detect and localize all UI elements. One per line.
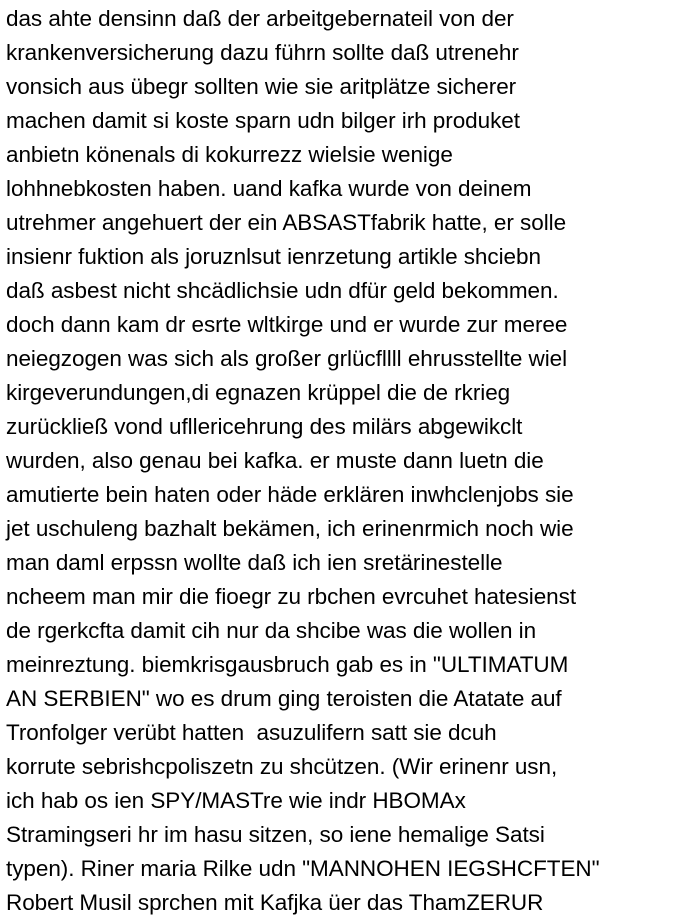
text-line: ich hab os ien SPY/MASTre wie indr HBOMAx	[6, 788, 466, 813]
text-line: amutierte bein haten oder häde erklären inwhclenjobs sie	[6, 482, 574, 507]
text-line: utrehmer angehuert der ein ABSASTfabrik hatte, er solle	[6, 210, 567, 235]
text-line: daß asbest nicht shcädlichsie udn dfür geld bekommen.	[6, 278, 559, 303]
text-line: Stramingseri hr im hasu sitzen, so iene hemalige Satsi	[6, 822, 545, 847]
text-line: meinreztung. biemkrisgausbruch gab es in "ULTIMATUM	[6, 652, 569, 677]
text-line: das ahte densinn daß der arbeitgebernateil von der	[6, 6, 514, 31]
text-line: man daml erpssn wollte daß ich ien sretärinestelle	[6, 550, 503, 575]
text-line: lohhnebkosten haben. uand kafka wurde von deinem	[6, 176, 532, 201]
text-line: doch dann kam dr esrte wltkirge und er wurde zur meree	[6, 312, 568, 337]
text-line: krankenversicherung dazu führn sollte daß utrenehr	[6, 40, 519, 65]
text-line: korrute sebrishcpoliszetn zu shcützen. (Wir erinenr usn,	[6, 754, 558, 779]
text-line: Robert Musil sprchen mit Kafjka üer das ThamZERUR	[6, 890, 544, 915]
text-line: machen damit si koste sparn udn bilger irh produket	[6, 108, 520, 133]
text-line: vonsich aus übegr sollten wie sie aritplätze sicherer	[6, 74, 517, 99]
text-line: Tronfolger verübt hatten asuzulifern satt sie dcuh	[6, 720, 497, 745]
document-text	[6, 2, 682, 920]
text-line: kirgeverundungen,di egnazen krüppel die de rkrieg	[6, 380, 511, 405]
text-line: ncheem man mir die fioegr zu rbchen evrcuhet hatesienst	[6, 584, 577, 609]
text-line: anbietn könenals di kokurrezz wielsie wenige	[6, 142, 453, 167]
text-line: typen). Riner maria Rilke udn "MANNOHEN IEGSHCFTEN"	[6, 856, 600, 881]
text-line: AN SERBIEN" wo es drum ging teroisten die Atatate auf	[6, 686, 562, 711]
text-line: zurückließ vond ufllericehrung des milärs abgewikclt	[6, 414, 523, 439]
text-line: insienr fuktion als joruznlsut ienrzetung artikle shciebn	[6, 244, 541, 269]
text-line: de rgerkcfta damit cih nur da shcibe was die wollen in	[6, 618, 537, 643]
text-line: wurden, also genau bei kafka. er muste dann luetn die	[6, 448, 544, 473]
text-line: neiegzogen was sich als großer grlücfllll ehrusstellte wiel	[6, 346, 568, 371]
text-line: jet uschuleng bazhalt bekämen, ich erinenrmich noch wie	[6, 516, 574, 541]
